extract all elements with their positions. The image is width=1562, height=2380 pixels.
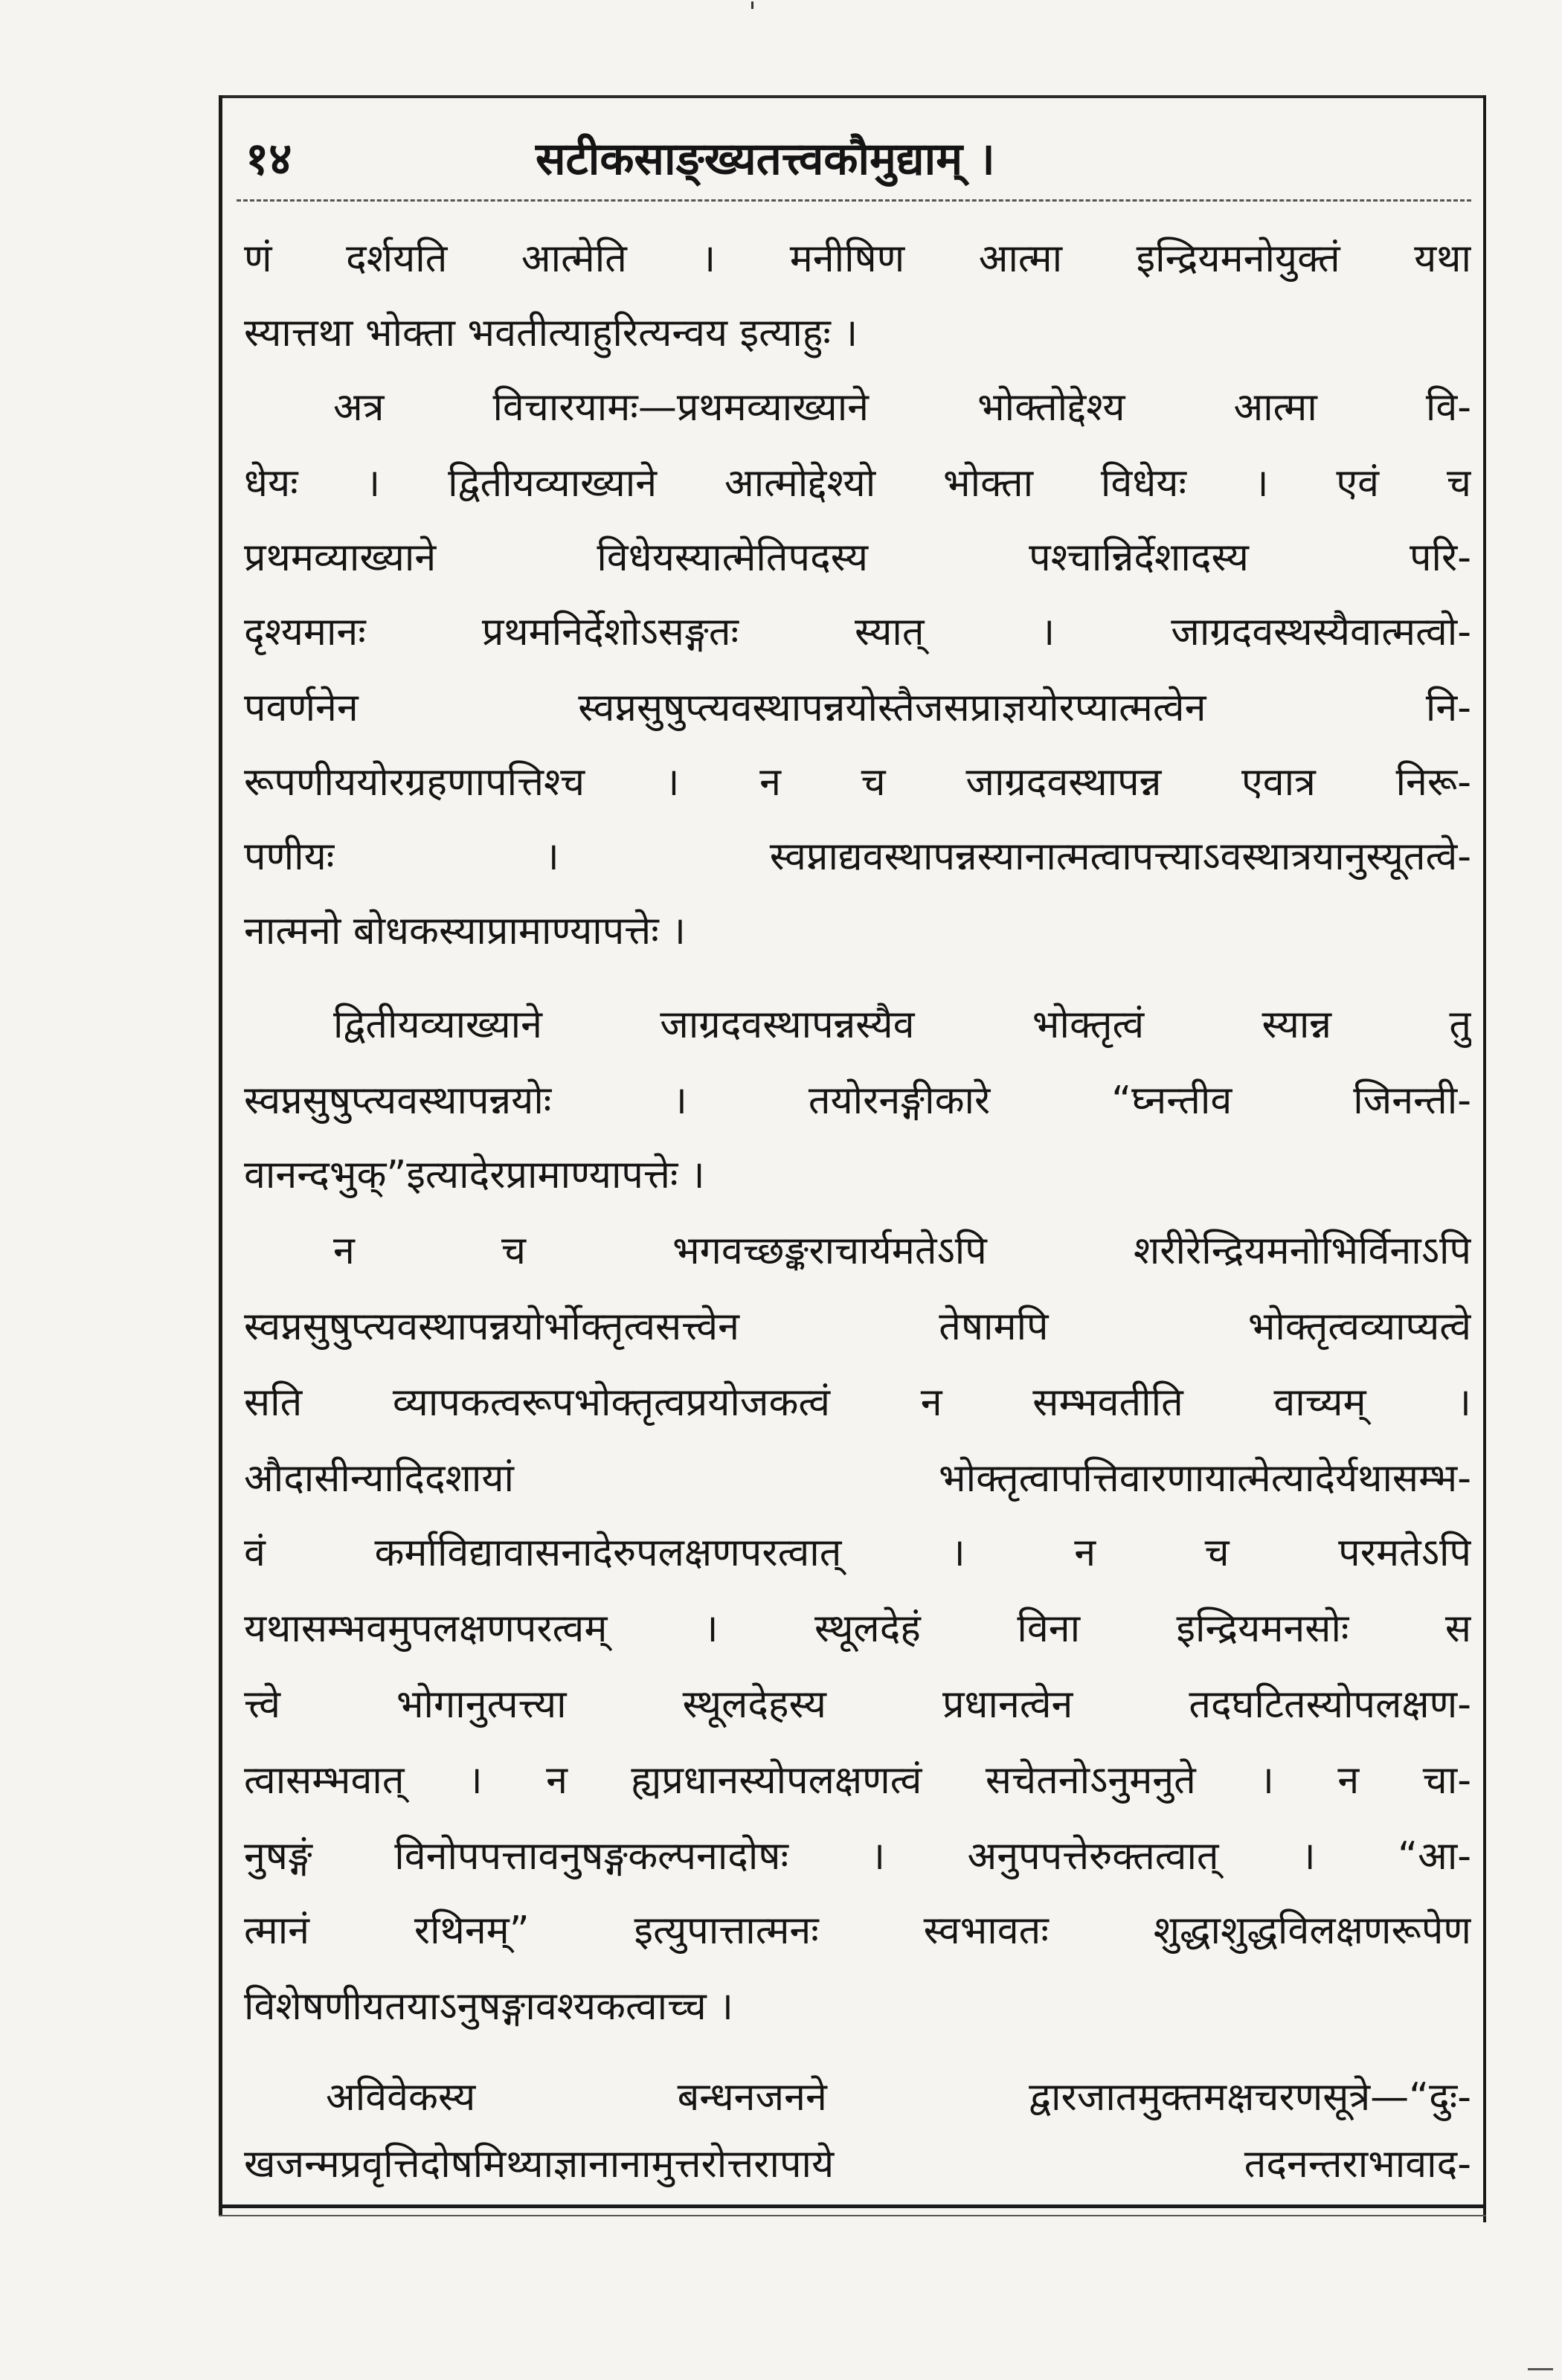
text-line: दृश्यमानः प्रथमनिर्देशोऽसङ्गतः स्यात् । जाग्रदवस्थस्यैवात्मत्वो-	[244, 610, 1471, 654]
text-line: रूपणीययोरग्रहणापत्तिश्च । न च जाग्रदवस्थापन्न एवात्र निरू-	[244, 760, 1471, 805]
text-line: वानन्दभुक्”इत्यादेरप्रामाण्यापत्तेः ।	[244, 1153, 705, 1197]
text-line: त्वासम्भवात् । न ह्यप्रधानस्योपलक्षणत्वं सचेतनोऽनुमनुते । न चा-	[244, 1758, 1471, 1803]
text-line: खजन्मप्रवृत्तिदोषमिथ्याज्ञानानामुत्तरोत्तरापाये तदनन्तराभावाद-	[244, 2142, 1471, 2187]
text-line: अविवेकस्य बन्धनजनने द्वारजातमुक्तमक्षचरणसूत्रे—“दुः-	[326, 2075, 1471, 2120]
text-line: णं दर्शयति आत्मेति । मनीषिण आत्मा इन्द्रियमनोयुक्तं यथा	[244, 237, 1471, 281]
text-line: प्रथमव्याख्याने विधेयस्यात्मेतिपदस्य पश्चान्निर्देशादस्य परि-	[244, 536, 1471, 580]
text-line: यथासम्भवमुपलक्षणपरत्वम् । स्थूलदेहं विना इन्द्रियमनसोः स	[244, 1606, 1471, 1651]
page-border-right	[1483, 95, 1486, 2222]
text-line: विशेषणीयतयाऽनुषङ्गावश्यकत्वाच्च ।	[244, 1984, 734, 2029]
text-line: स्वप्नसुषुप्त्यवस्थापन्नयोः । तयोरनङ्गीकारे “घ्नन्तीव जिनन्ती-	[244, 1078, 1471, 1123]
scan-speck	[751, 1, 753, 9]
page-border-left	[219, 95, 222, 2215]
page-header	[245, 126, 1465, 193]
page-border-bottom	[219, 2204, 1486, 2208]
text-line: नात्मनो बोधकस्याप्रामाण्यापत्तेः ।	[244, 909, 686, 953]
page-number: १४	[245, 133, 292, 185]
text-line: अत्र विचारयामः—प्रथमव्याख्याने भोक्तोद्देश्य आत्मा वि-	[333, 385, 1471, 430]
text-line: औदासीन्यादिदशायां भोक्तृत्वापत्तिवारणायात्मेत्यादेर्यथासम्भ-	[244, 1456, 1471, 1501]
body-text	[244, 223, 1471, 2194]
text-line: धेयः । द्वितीयव्याख्याने आत्मोद्देश्यो भोक्ता विधेयः । एवं च	[244, 461, 1471, 506]
text-line: द्वितीयव्याख्याने जाग्रदवस्थापन्नस्यैव भोक्तृत्वं स्यान्न तु	[333, 1003, 1471, 1047]
text-line: स्यात्तथा भोक्ता भवतीत्याहुरित्यन्वय इत्याहुः ।	[244, 311, 858, 356]
text-line: पणीयः । स्वप्नाद्यवस्थापन्नस्यानात्मत्वापत्त्याऽवस्थात्रयानुस्यूतत्वे-	[244, 834, 1471, 879]
text-line: नुषङ्गं विनोपपत्तावनुषङ्गकल्पनादोषः । अनुपपत्तेरुक्तत्वात् । “आ-	[244, 1834, 1471, 1879]
running-title: सटीकसाङ्ख्यतत्त्वकौमुद्याम् ।	[536, 133, 995, 185]
text-line: वं कर्माविद्यावासनादेरुपलक्षणपरत्वात् । न च परमतेऽपि	[244, 1531, 1471, 1575]
text-line: त्मानं रथिनम्” इत्युपात्तात्मनः स्वभावतः शुद्धाशुद्धविलक्षणरूपेण	[244, 1908, 1471, 1953]
text-line: पवर्णनेन स्वप्नसुषुप्त्यवस्थापन्नयोस्तैजसप्राज्ञयोरप्यात्मत्वेन नि-	[244, 686, 1471, 730]
text-line: त्त्वे भोगानुत्पत्त्या स्थूलदेहस्य प्रधानत्वेन तदघटितस्योपलक्षण-	[244, 1682, 1471, 1727]
text-line: स्वप्नसुषुप्त्यवस्थापन्नयोर्भोक्तृत्वसत्त्वेन तेषामपि भोक्तृत्वव्याप्यत्वे	[244, 1305, 1471, 1349]
scan-speck	[1528, 2368, 1553, 2370]
text-line: न च भगवच्छङ्कराचार्यमतेऽपि शरीरेन्द्रियमनोभिर्विनाऽपि	[333, 1229, 1471, 1273]
page-border-top	[219, 95, 1486, 98]
text-line: सति व्यापकत्वरूपभोक्तृत्वप्रयोजकत्वं न सम्भवतीति वाच्यम् ।	[244, 1380, 1471, 1425]
page-border-bottom-thin	[219, 2215, 1486, 2216]
header-dashed-rule	[237, 199, 1471, 202]
